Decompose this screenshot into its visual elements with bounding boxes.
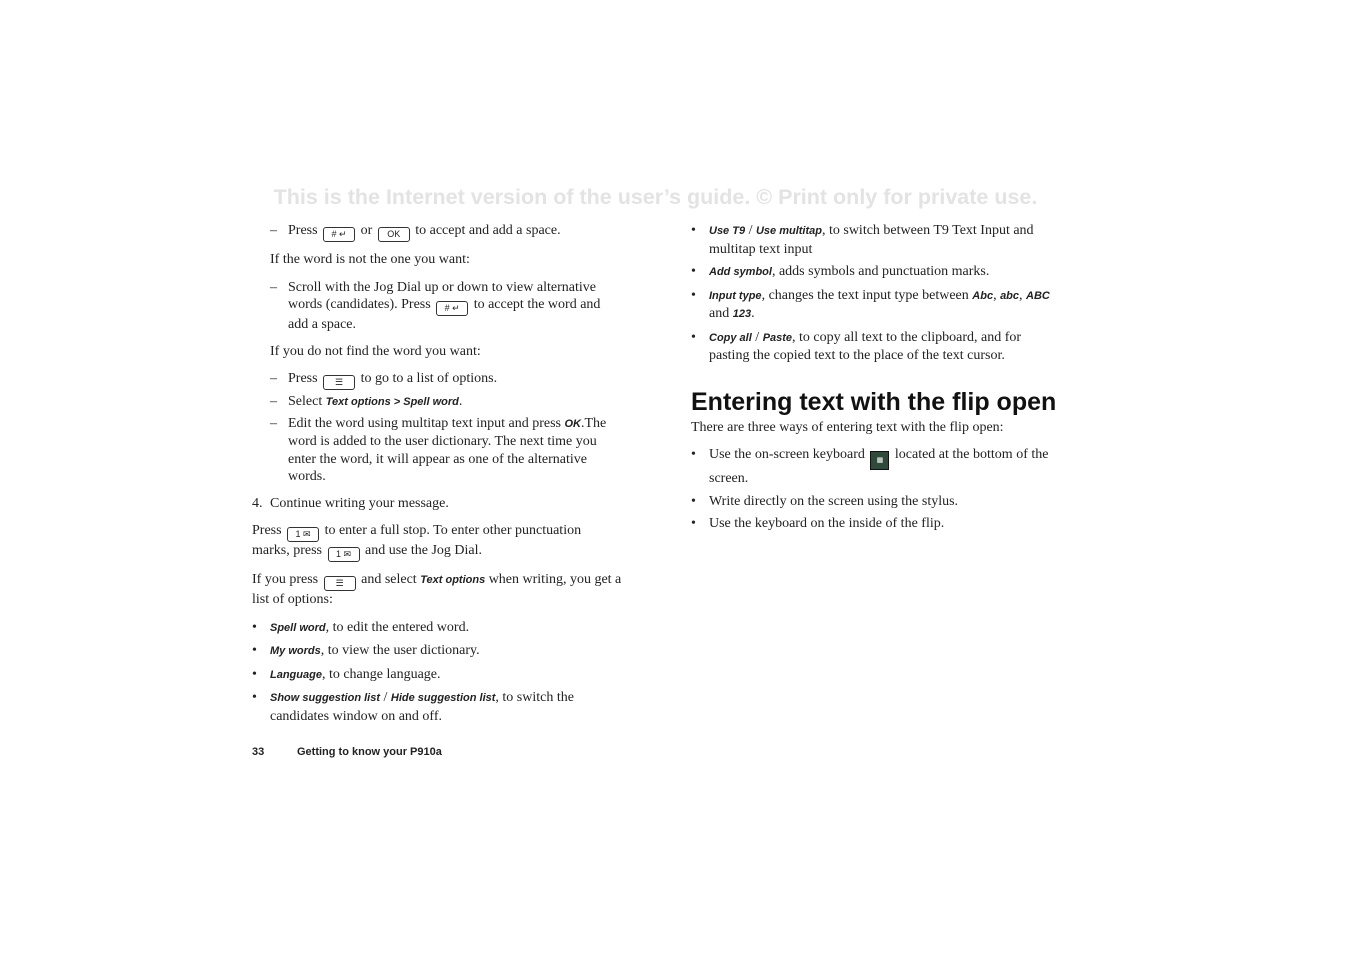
list-item: • Input type, changes the text input type between Abc, abc, ABC and 123.	[691, 287, 1050, 321]
list-item: • Use the keyboard on the inside of the flip.	[691, 516, 945, 531]
watermark: This is the Internet version of the user’s guide. © Print only for private use.	[273, 185, 1038, 209]
list-item: • My words, to view the user dictionary.	[252, 643, 480, 658]
menu-key-icon: ☰	[323, 375, 355, 390]
list-item: • Use the on-screen keyboard ▦ located at the bottom of the screen.	[691, 447, 1049, 486]
press-hash-ok-step: – Press # ↵ or OK to accept and add a space.	[252, 222, 622, 242]
section-heading: Entering text with the flip open	[691, 387, 1057, 416]
list-item: • Add symbol, adds symbols and punctuation marks.	[691, 264, 990, 279]
page-number: 33	[252, 746, 265, 758]
punctuation-text: Press 1 ✉ to enter a full stop. To enter other punctuation marks, press 1 ✉ and use the Jog Dial.	[252, 522, 622, 562]
options-intro: If you press ☰ and select Text options when writing, you get a list of options:	[252, 572, 622, 607]
one-key-icon: 1 ✉	[287, 527, 319, 542]
menu-key-icon: ☰	[324, 576, 356, 591]
list-item: • Spell word, to edit the entered word.	[252, 619, 470, 635]
scroll-step: – Scroll with the Jog Dial up or down to view alternative words (candidates). Press # ↵ to accept the word and add a space.	[270, 279, 601, 332]
one-key-icon: 1 ✉	[328, 547, 360, 562]
list-item: • Use T9 / Use multitap, to switch between T9 Text Input and multitap text input	[691, 223, 1034, 257]
list-item: • Show suggestion list / Hide suggestion list, to switch the candidates window on and off.	[252, 690, 574, 724]
hash-key-icon: # ↵	[436, 301, 468, 316]
left-column	[252, 222, 622, 725]
press-menu-step: – Press ☰ to go to a list of options.	[252, 370, 622, 390]
hash-key-icon: # ↵	[323, 227, 355, 242]
not-word-text: If the word is not the one you want:	[270, 252, 470, 267]
edit-step: – Edit the word using multitap text input and press OK.The word is added to the user dictionary. The next time you enter the word, it will appear as one of the alternative words.	[270, 415, 607, 484]
step-4: 4. Continue writing your message.	[252, 495, 449, 511]
keyboard-icon: ▦	[870, 451, 889, 470]
section-intro: There are three ways of entering text with the flip open:	[691, 419, 1004, 435]
list-item: • Copy all / Paste, to copy all text to the clipboard, and for pasting the copied text to the place of the text cursor.	[691, 329, 1022, 363]
menu-path: Text options > Spell word	[325, 396, 459, 408]
footer-title: Getting to know your P910a	[297, 746, 442, 758]
not-find-text: If you do not find the word you want:	[270, 343, 481, 359]
select-step: – Select Text options > Spell word.	[270, 394, 463, 409]
page-footer	[252, 746, 442, 758]
list-item: • Write directly on the screen using the stylus.	[691, 493, 959, 509]
right-column	[691, 222, 1061, 533]
ok-key-icon: OK	[378, 227, 410, 242]
list-item: • Language, to change language.	[252, 666, 441, 682]
